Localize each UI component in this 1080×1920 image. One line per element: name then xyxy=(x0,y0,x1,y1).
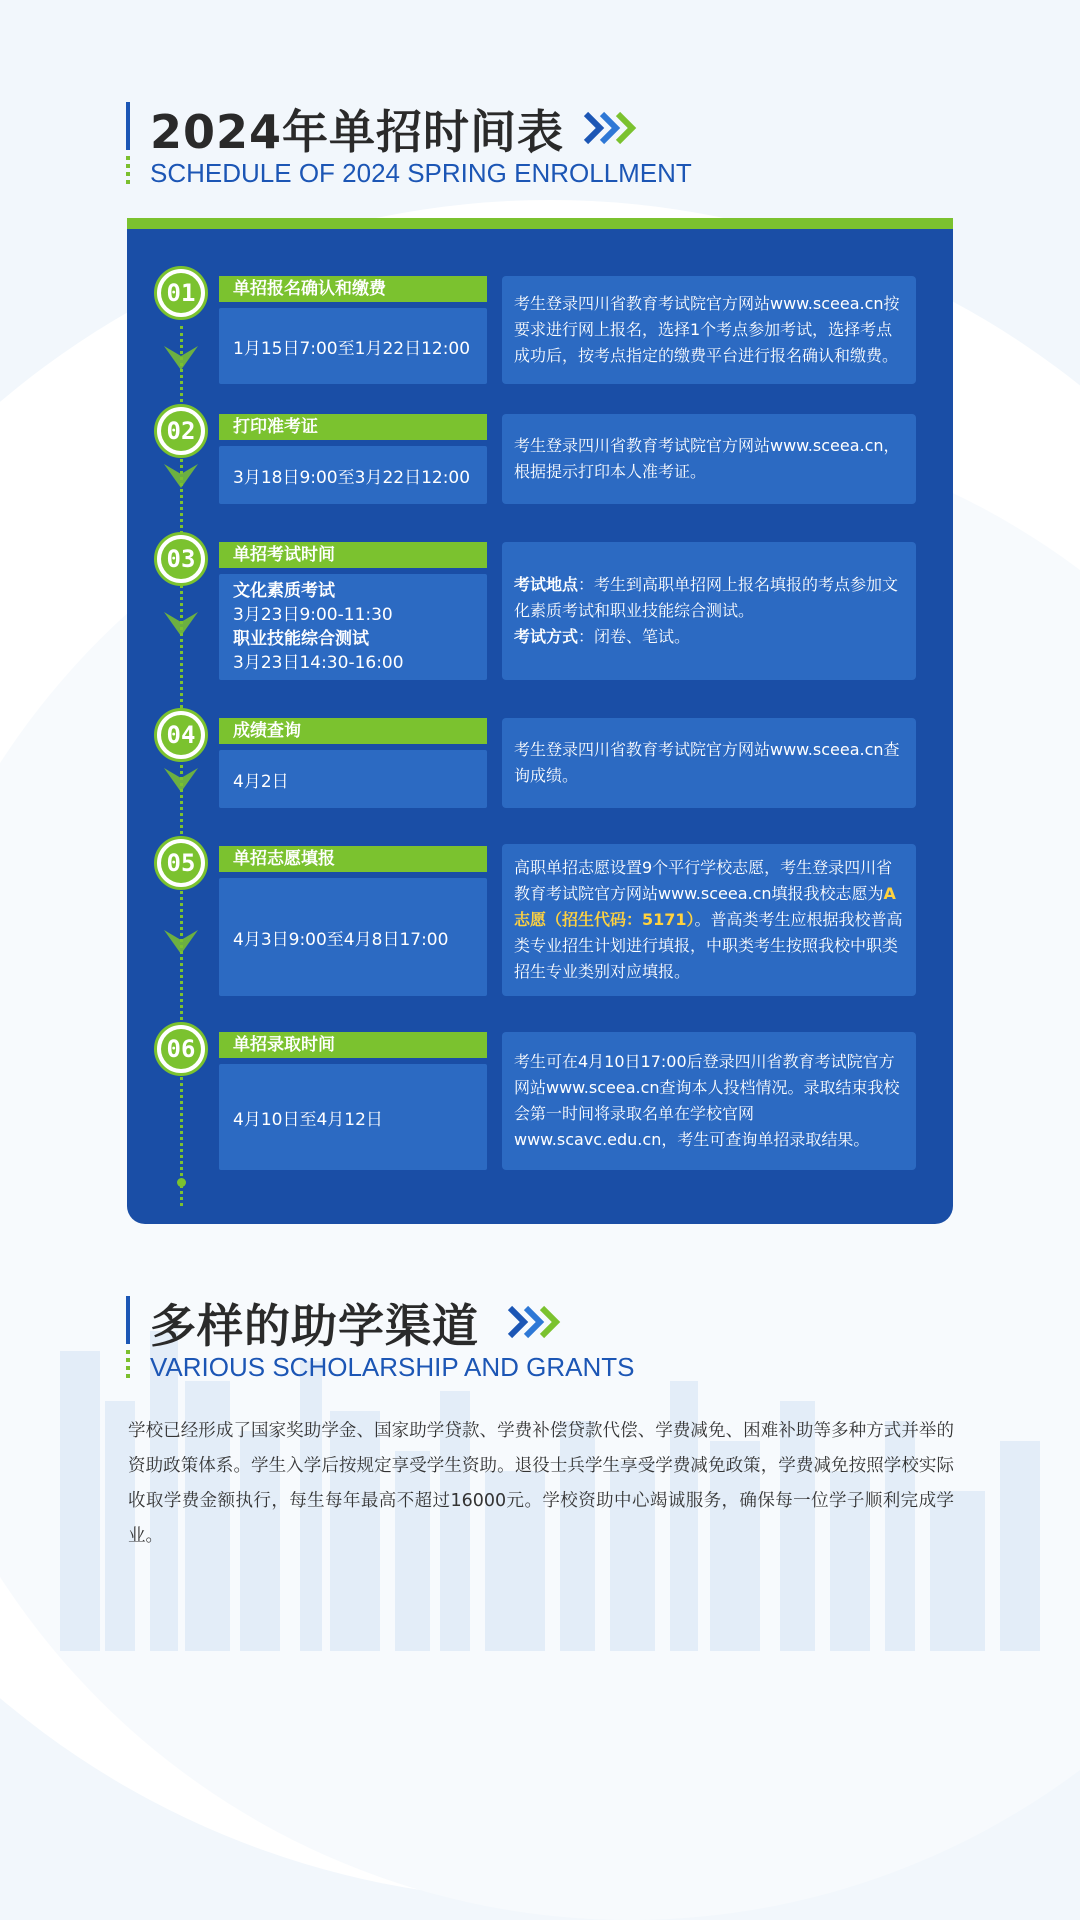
chevron-down-icon xyxy=(164,768,198,792)
chevron-down-icon xyxy=(164,464,198,488)
timeline-end-dot xyxy=(177,1178,186,1187)
step-time: 文化素质考试 3月23日9:00-11:30 职业技能综合测试 3月23日14:30-16:00 xyxy=(219,574,487,680)
step-number-badge: 04 xyxy=(154,708,208,762)
chevron-down-icon xyxy=(164,930,198,954)
step-description: 高职单招志愿设置9个平行学校志愿，考生登录四川省教育考试院官方网站www.sceea.cn填报我校志愿为A志愿（招生代码：5171）。普高类考生应根据我校普高类专业招生计划进行填报，中职类考生按照我校中职类招生专业类别对应填报。 xyxy=(502,844,916,996)
aid-body-text: 学校已经形成了国家奖助学金、国家助学贷款、学费补偿贷款代偿、学费减免、困难补助等多种方式并举的资助政策体系。学生入学后按规定享受学生资助。退役士兵学生享受学费减免政策，学费减免按照学校实际收取学费金额执行，每生每年最高不超过16000元。学校资助中心竭诚服务，确保每一位学子顺利完成学业。 xyxy=(128,1421,954,1546)
title-accent-dots xyxy=(126,156,130,186)
title-accent-bar xyxy=(126,1296,130,1344)
chevron-down-icon xyxy=(164,612,198,636)
step-description: 考生可在4月10日17:00后登录四川省教育考试院官方网站www.sceea.cn查询本人投档情况。录取结束我校会第一时间将录取名单在学校官网www.scavc.edu.cn，考生可查询单招录取结果。 xyxy=(502,1032,916,1170)
title-accent-dots xyxy=(126,1350,130,1380)
panel-top-stripe xyxy=(127,218,953,229)
step-label: 单招考试时间 xyxy=(219,542,487,568)
title-accent-bar xyxy=(126,102,130,150)
step-label: 单招报名确认和缴费 xyxy=(219,276,487,302)
step-number-badge: 02 xyxy=(154,404,208,458)
schedule-panel xyxy=(127,218,953,1224)
step-time: 4月2日 xyxy=(219,750,487,808)
aid-title: 多样的助学渠道 xyxy=(150,1299,479,1353)
step-number-badge: 03 xyxy=(154,532,208,586)
double-chevron-right-icon xyxy=(506,1302,566,1342)
highlight-code: A志愿（招生代码：5171） xyxy=(514,884,896,929)
step-description: 考生登录四川省教育考试院官方网站www.sceea.cn，根据提示打印本人准考证。 xyxy=(502,414,916,504)
step-label: 打印准考证 xyxy=(219,414,487,440)
aid-subtitle: VARIOUS SCHOLARSHIP AND GRANTS xyxy=(150,1352,635,1382)
step-label: 成绩查询 xyxy=(219,718,487,744)
step-description: 考生登录四川省教育考试院官方网站www.sceea.cn按要求进行网上报名，选择1个考点参加考试，选择考点成功后，按考点指定的缴费平台进行报名确认和缴费。 xyxy=(502,276,916,384)
step-description: 考生登录四川省教育考试院官方网站www.sceea.cn查询成绩。 xyxy=(502,718,916,808)
chevron-down-icon xyxy=(164,346,198,370)
schedule-subtitle: SCHEDULE OF 2024 SPRING ENROLLMENT xyxy=(150,158,692,188)
step-label: 单招志愿填报 xyxy=(219,846,487,872)
step-number-badge: 06 xyxy=(154,1022,208,1076)
step-number-badge: 01 xyxy=(154,266,208,320)
step-time: 4月10日至4月12日 xyxy=(219,1064,487,1170)
step-time: 1月15日7:00至1月22日12:00 xyxy=(219,308,487,384)
double-chevron-right-icon xyxy=(582,108,642,148)
step-number-badge: 05 xyxy=(154,836,208,890)
step-time: 3月18日9:00至3月22日12:00 xyxy=(219,446,487,504)
schedule-title: 2024年单招时间表 xyxy=(150,105,565,159)
step-label: 单招录取时间 xyxy=(219,1032,487,1058)
step-time: 4月3日9:00至4月8日17:00 xyxy=(219,878,487,996)
step-description: 考试地点：考生到高职单招网上报名填报的考点参加文化素质考试和职业技能综合测试。 考试方式：闭卷、笔试。 xyxy=(502,542,916,680)
